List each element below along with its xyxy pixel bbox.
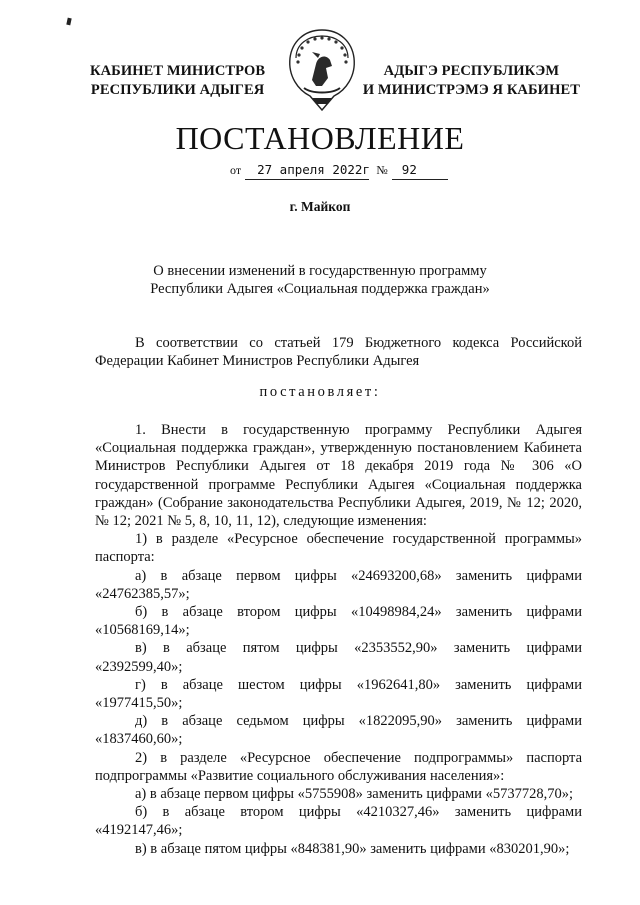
document-body: [95, 421, 582, 858]
issuer-line: РЕСПУБЛИКИ АДЫГЕЯ: [90, 82, 265, 98]
paragraph: в) в абзаце пятом цифры «2353552,90» заменить цифрами «2392599,40»;: [95, 640, 582, 675]
document-date: 27 апреля 2022г: [245, 162, 369, 180]
number-label: №: [376, 163, 388, 177]
paragraph: б) в абзаце втором цифры «4210327,46» заменить цифрами «4192147,46»;: [95, 804, 582, 839]
paragraph: 1. Внести в государственную программу Республики Адыгея «Социальная поддержка граждан», утвержденную постановлением Кабинета Министров Республики Адыгея от 18 декабря 2019 года № 306 «О государственной программе Республики Адыгея «Социальная поддержка граждан» (Собрание законодательства Республики Адыгея, 2019, № 12; 2020, № 12; 2021 № 5, 8, 10, 11, 12), следующие изменения:: [95, 422, 582, 530]
paragraph: д) в абзаце седьмом цифры «1822095,90» заменить цифрами «1837460,60»;: [95, 713, 582, 748]
paragraph: а) в абзаце первом цифры «24693200,68» заменить цифрами «24762385,57»;: [95, 567, 582, 602]
date-label: от: [230, 163, 242, 177]
paragraph: 1) в разделе «Ресурсное обеспечение государственной программы» паспорта:: [95, 531, 582, 566]
document-title: ПОСТАНОВЛЕНИЕ: [175, 120, 465, 156]
date-line: [226, 162, 448, 180]
resolves-heading: постановляет:: [259, 384, 381, 400]
document-number: 92: [392, 162, 448, 180]
scan-mark: [66, 18, 71, 26]
paragraph: г) в абзаце шестом цифры «1962641,80» заменить цифрами «1977415,50»;: [95, 676, 582, 712]
paragraph: 2) в разделе «Ресурсное обеспечение подпрограммы» паспорта подпрограммы «Развитие социального обслуживания населения»:: [95, 749, 582, 784]
city: г. Майкоп: [289, 199, 351, 214]
preamble: [95, 334, 582, 370]
issuer-line: И МИНИСТРЭМЭ Я КАБИНЕТ: [362, 82, 580, 98]
document-subject: [0, 262, 640, 298]
issuer-line: АДЫГЭ РЕСПУБЛИКЭМ: [383, 63, 560, 79]
issuer-name-russian: [90, 62, 265, 100]
subject-line: Республики Адыгея «Социальная поддержка граждан»: [150, 281, 490, 297]
paragraph: в) в абзаце пятом цифры «848381,90» заменить цифрами «830201,90»;: [135, 840, 570, 857]
issuer-line: КАБИНЕТ МИНИСТРОВ: [90, 63, 266, 79]
preamble-text: В соответствии со статьей 179 Бюджетного кодекса Российской Федерации Кабинет Министров Республики Адыгея: [95, 335, 582, 370]
paragraph: а) в абзаце первом цифры «5755908» заменить цифрами «5737728,70»;: [135, 786, 573, 803]
issuer-name-adyghe: [363, 62, 580, 100]
paragraph: б) в абзаце втором цифры «10498984,24» заменить цифрами «10568169,14»;: [95, 604, 582, 639]
subject-line: О внесении изменений в государственную программу: [153, 263, 487, 279]
coat-of-arms-icon: [282, 28, 362, 112]
